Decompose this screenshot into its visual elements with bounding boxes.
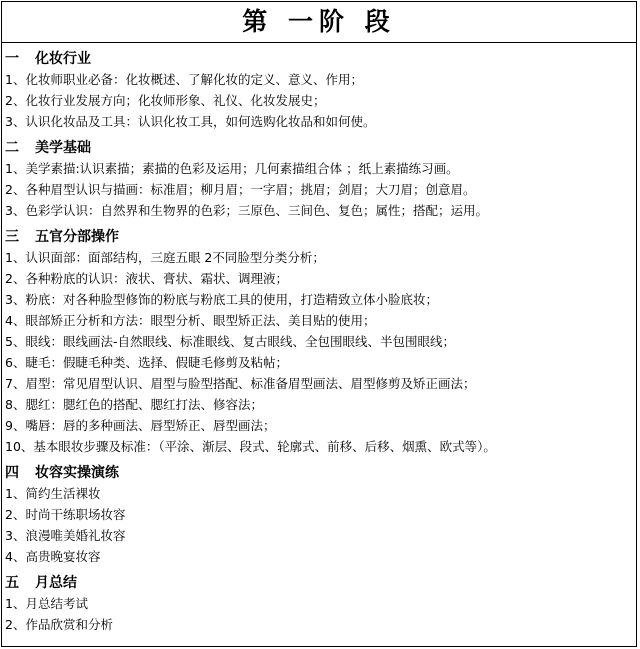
- section-1: [5, 49, 636, 132]
- section-heading: [5, 573, 636, 593]
- section-number: 四: [5, 465, 19, 481]
- list-item: 7、眉型：常见眉型认识、眉型与脸型搭配、标准备眉型画法、眉型修剪及矫正画法；: [5, 376, 476, 391]
- section-number: 二: [5, 140, 19, 156]
- section-number: 五: [5, 575, 19, 591]
- page-title: 第 一阶 段: [2, 2, 636, 43]
- list-item: 2、各种粉底的认识：液状、膏状、霜状、调理液；: [5, 271, 288, 286]
- list-item: 1、美学素描:认识素描；素描的色彩及运用；几何素描组合体 ；纸上素描练习画。: [5, 161, 459, 176]
- section-heading: [5, 463, 636, 483]
- curriculum-sheet: [1, 1, 637, 647]
- section-heading: [5, 227, 636, 247]
- list-item: 3、认识化妆品及工具：认识化妆工具，如何选购化妆品和如何使。: [5, 114, 376, 129]
- list-item: 3、色彩学认识：自然界和生物界的色彩；三原色、三间色、复色；属性；搭配；运用。: [5, 203, 488, 218]
- list-item: 5、眼线：眼线画法-自然眼线、标准眼线、复古眼线、全包围眼线、半包围眼线；: [5, 334, 455, 349]
- sections-container: [2, 43, 636, 635]
- list-item: 9、嘴唇：唇的多种画法、唇型矫正、唇型画法；: [5, 418, 276, 433]
- list-item: 2、作品欣赏和分析: [5, 617, 113, 632]
- section-3: [5, 227, 636, 457]
- section-title: 月总结: [35, 575, 77, 591]
- list-item: 1、简约生活裸妆: [5, 486, 101, 501]
- section-title: 妆容实操演练: [35, 465, 119, 481]
- section-heading: [5, 49, 636, 69]
- list-item: 2、时尚干练职场妆容: [5, 507, 126, 522]
- list-item: 3、浪漫唯美婚礼妆容: [5, 528, 126, 543]
- list-item: 8、腮红：腮红色的搭配、腮红打法、修容法；: [5, 397, 263, 412]
- list-item: 6、睫毛：假睫毛种类、选择、假睫毛修剪及粘帖；: [5, 355, 288, 370]
- list-item: 3、粉底：对各种脸型修饰的粉底与粉底工具的使用，打造精致立体小脸底妆；: [5, 292, 438, 307]
- section-title: 化妆行业: [35, 51, 91, 67]
- section-number: 三: [5, 229, 19, 245]
- list-item: 4、眼部矫正分析和方法：眼型分析、眼型矫正法、美目贴的使用；: [5, 313, 376, 328]
- section-4: [5, 463, 636, 567]
- section-title: 五官分部操作: [35, 229, 119, 245]
- section-2: [5, 138, 636, 221]
- list-item: 2、化妆行业发展方向；化妆师形象、礼仪、化妆发展史；: [5, 93, 326, 108]
- list-item: 4、高贵晚宴妆容: [5, 549, 101, 564]
- list-item: 1、认识面部：面部结构，三庭五眼 2不同脸型分类分析；: [5, 250, 325, 265]
- list-item: 1、化妆师职业必备：化妆概述、了解化妆的定义、意义、作用；: [5, 72, 363, 87]
- section-heading: [5, 138, 636, 158]
- list-item: 1、月总结考试: [5, 596, 88, 611]
- list-item: 10、基本眼妆步骤及标准：（平涂、渐层、段式、轮廓式、前移、后移、烟熏、欧式等）。: [5, 439, 496, 454]
- section-number: 一: [5, 51, 19, 67]
- section-title: 美学基础: [35, 140, 91, 156]
- section-5: [5, 573, 636, 635]
- list-item: 2、各种眉型认识与描画：标准眉；柳月眉；一字眉；挑眉；剑眉；大刀眉；创意眉。: [5, 182, 476, 197]
